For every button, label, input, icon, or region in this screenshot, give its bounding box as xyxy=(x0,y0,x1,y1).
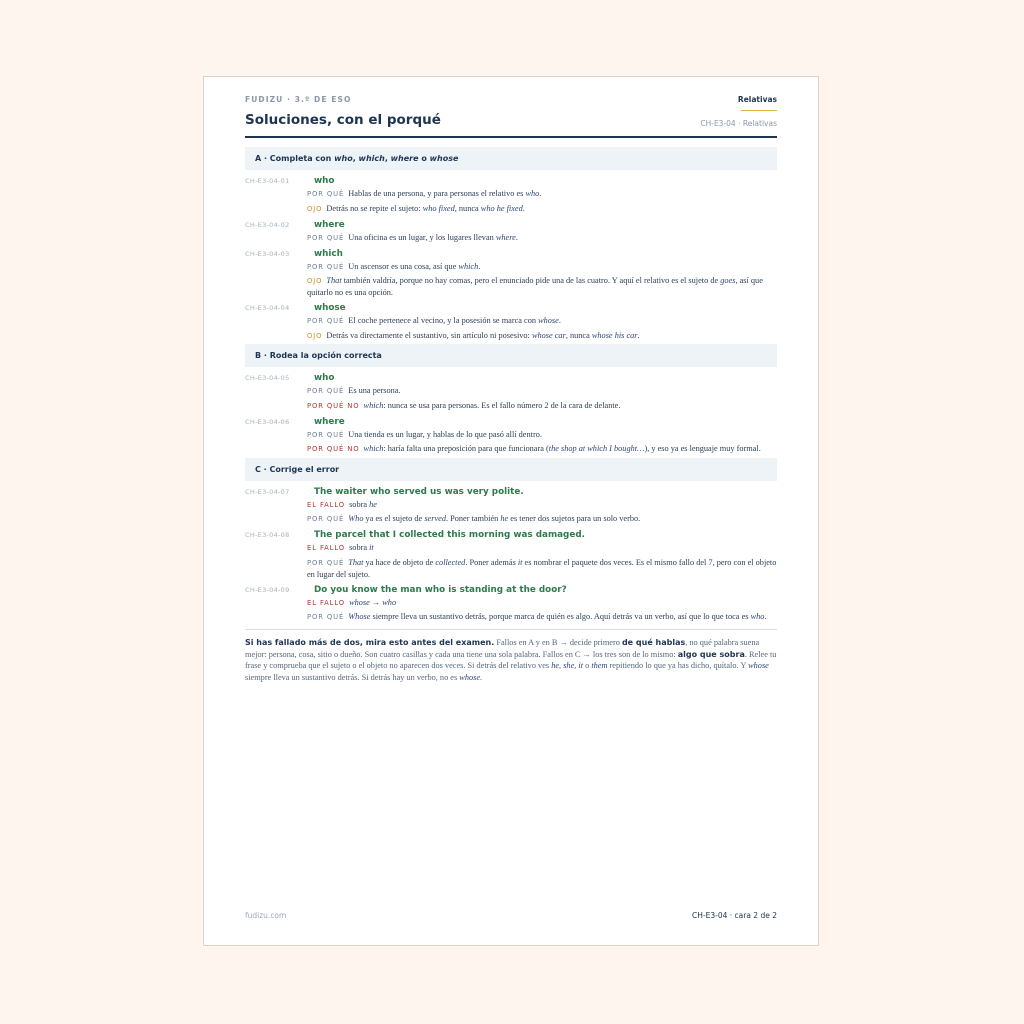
item-note xyxy=(307,232,777,244)
section-b-header: B · Rodea la opción correcta xyxy=(245,344,777,367)
solution-item xyxy=(245,174,777,215)
note-label: OJO xyxy=(307,277,323,285)
final-advice: Si has fallado más de dos, mira esto antes del examen. Fallos en A y en B → decide primero de qué hablas, no qué palabra suena mejor: persona, cosa, sitio o dueño. Son cuatro casillas y cada una tiene una sola palabra. Fallos en C → los tres son de lo mismo: algo que sobra. Relee tu frase y comprueba que el sujeto o el objeto no aparecen dos veces. Si detrás del relativo ves he, she, it o them repitiendo lo que ya has dicho, quítalo. Y whose siempre lleva un sustantivo detrás. Si detrás hay un verbo, no es whose. xyxy=(245,638,777,682)
title-divider xyxy=(245,136,777,138)
item-note xyxy=(307,400,777,412)
note-text: Detrás va directamente el sustantivo, sin artículo ni posesivo: whose car, nunca whose his car. xyxy=(326,330,640,340)
section-a-header: A · Completa con who, which, where o whose xyxy=(245,147,777,170)
note-text: That también valdría, porque no hay comas, pero el enunciado pide una de las cuatro. Y aquí el relativo es el sujeto de goes, así que quitarlo no es una opción. xyxy=(307,276,763,297)
note-text: sobra he xyxy=(349,499,377,509)
note-text: Es una persona. xyxy=(348,386,401,395)
note-text: which: haría falta una preposición para que funcionara (the shop at which I bought…), y eso ya es lenguaje muy formal. xyxy=(363,444,761,453)
item-note xyxy=(307,203,777,215)
item-note xyxy=(307,188,777,200)
item-code: CH-E3-04-07 xyxy=(245,487,290,496)
section-c-header: C · Corrige el error xyxy=(245,458,777,481)
note-label: EL FALLO xyxy=(307,544,346,552)
item-note xyxy=(307,499,777,511)
note-label: OJO xyxy=(307,331,323,340)
note-label: POR QUÉ xyxy=(307,515,345,523)
note-text: Detrás no se repite el sujeto: who fixed, nunca who he fixed. xyxy=(326,203,525,213)
item-code: CH-E3-04-01 xyxy=(245,177,290,185)
note-label: POR QUÉ xyxy=(307,430,345,439)
solution-item xyxy=(245,528,777,580)
item-note xyxy=(307,542,777,554)
note-text: Un ascensor es una cosa, así que which. xyxy=(348,261,481,271)
item-answer: The waiter who served us was very polite. xyxy=(314,486,524,497)
note-label: POR QUÉ xyxy=(307,317,345,325)
item-answer: where xyxy=(314,416,345,427)
solution-item xyxy=(245,415,777,456)
note-label: OJO xyxy=(307,204,323,213)
item-note xyxy=(307,557,777,580)
note-label: EL FALLO xyxy=(307,598,346,607)
solution-item xyxy=(245,583,777,624)
item-note xyxy=(307,315,777,327)
solutions-body xyxy=(245,147,777,683)
note-label: POR QUÉ xyxy=(307,262,345,271)
item-answer: who xyxy=(314,373,335,383)
note-label: POR QUÉ xyxy=(307,613,345,621)
item-note xyxy=(307,275,777,298)
note-text: Who ya es el sujeto de served. Poner también he es tener dos sujetos para un solo verbo. xyxy=(348,514,641,523)
item-note xyxy=(307,513,777,525)
section-b-items xyxy=(245,371,777,455)
item-note xyxy=(307,443,777,455)
item-answer: whose xyxy=(314,303,346,313)
solution-item xyxy=(245,301,777,342)
note-label: POR QUÉ NO xyxy=(307,445,360,453)
item-code: CH-E3-04-06 xyxy=(245,417,290,426)
brand-label: FUDIZU · 3.º DE ESO xyxy=(245,95,352,104)
note-label: POR QUÉ NO xyxy=(307,401,360,410)
topic-underline xyxy=(741,110,777,111)
note-label: POR QUÉ xyxy=(307,190,345,198)
note-label: POR QUÉ xyxy=(307,387,345,395)
item-code: CH-E3-04-02 xyxy=(245,220,290,229)
final-divider xyxy=(245,629,777,630)
item-code: CH-E3-04-05 xyxy=(245,374,290,382)
note-label: POR QUÉ xyxy=(307,233,345,242)
solution-item xyxy=(245,485,777,526)
item-note xyxy=(307,261,777,273)
item-note xyxy=(307,330,777,342)
solution-item xyxy=(245,247,777,299)
item-answer: where xyxy=(314,219,345,230)
footer-site: fudizu.com xyxy=(245,911,287,920)
footer-page: CH-E3-04 · cara 2 de 2 xyxy=(692,911,777,920)
section-c-items xyxy=(245,485,777,624)
note-text: which: nunca se usa para personas. Es el fallo número 2 de la cara de delante. xyxy=(363,400,621,410)
item-answer: who xyxy=(314,176,335,186)
note-text: whose → who xyxy=(349,597,397,607)
topic-label: Relativas xyxy=(737,95,777,104)
item-code: CH-E3-04-09 xyxy=(245,585,290,594)
note-text: Whose siempre lleva un sustantivo detrás, porque marca de quién es algo. Aquí detrás va un verbo, así que lo que toca es who. xyxy=(348,612,767,621)
section-a-items xyxy=(245,174,777,342)
sheet-code: CH-E3-04 · Relativas xyxy=(700,119,777,128)
note-text: Hablas de una persona, y para personas el relativo es who. xyxy=(348,189,542,198)
item-note xyxy=(307,597,777,609)
item-code: CH-E3-04-04 xyxy=(245,304,290,312)
worksheet-page xyxy=(203,76,819,946)
item-note xyxy=(307,429,777,441)
page-title: Soluciones, con el porqué xyxy=(245,112,441,128)
item-answer: The parcel that I collected this morning was damaged. xyxy=(314,530,585,540)
solution-item xyxy=(245,218,777,244)
item-code: CH-E3-04-08 xyxy=(245,531,290,539)
note-label: EL FALLO xyxy=(307,500,346,509)
note-text: Una oficina es un lugar, y los lugares llevan where. xyxy=(348,232,518,242)
note-label: POR QUÉ xyxy=(307,558,345,567)
note-text: Una tienda es un lugar, y hablas de lo que pasó allí dentro. xyxy=(348,429,542,439)
item-answer: which xyxy=(314,248,343,259)
item-note xyxy=(307,385,777,397)
solution-item xyxy=(245,371,777,412)
note-text: El coche pertenece al vecino, y la posesión se marca con whose. xyxy=(348,316,561,325)
item-answer: Do you know the man who is standing at the door? xyxy=(314,584,567,595)
note-text: sobra it xyxy=(349,543,374,552)
item-code: CH-E3-04-03 xyxy=(245,249,290,258)
item-note xyxy=(307,611,777,623)
note-text: That ya hace de objeto de collected. Poner además it es nombrar el paquete dos veces. Es el mismo fallo del 7, pero con el objeto en lugar del sujeto. xyxy=(307,557,777,579)
